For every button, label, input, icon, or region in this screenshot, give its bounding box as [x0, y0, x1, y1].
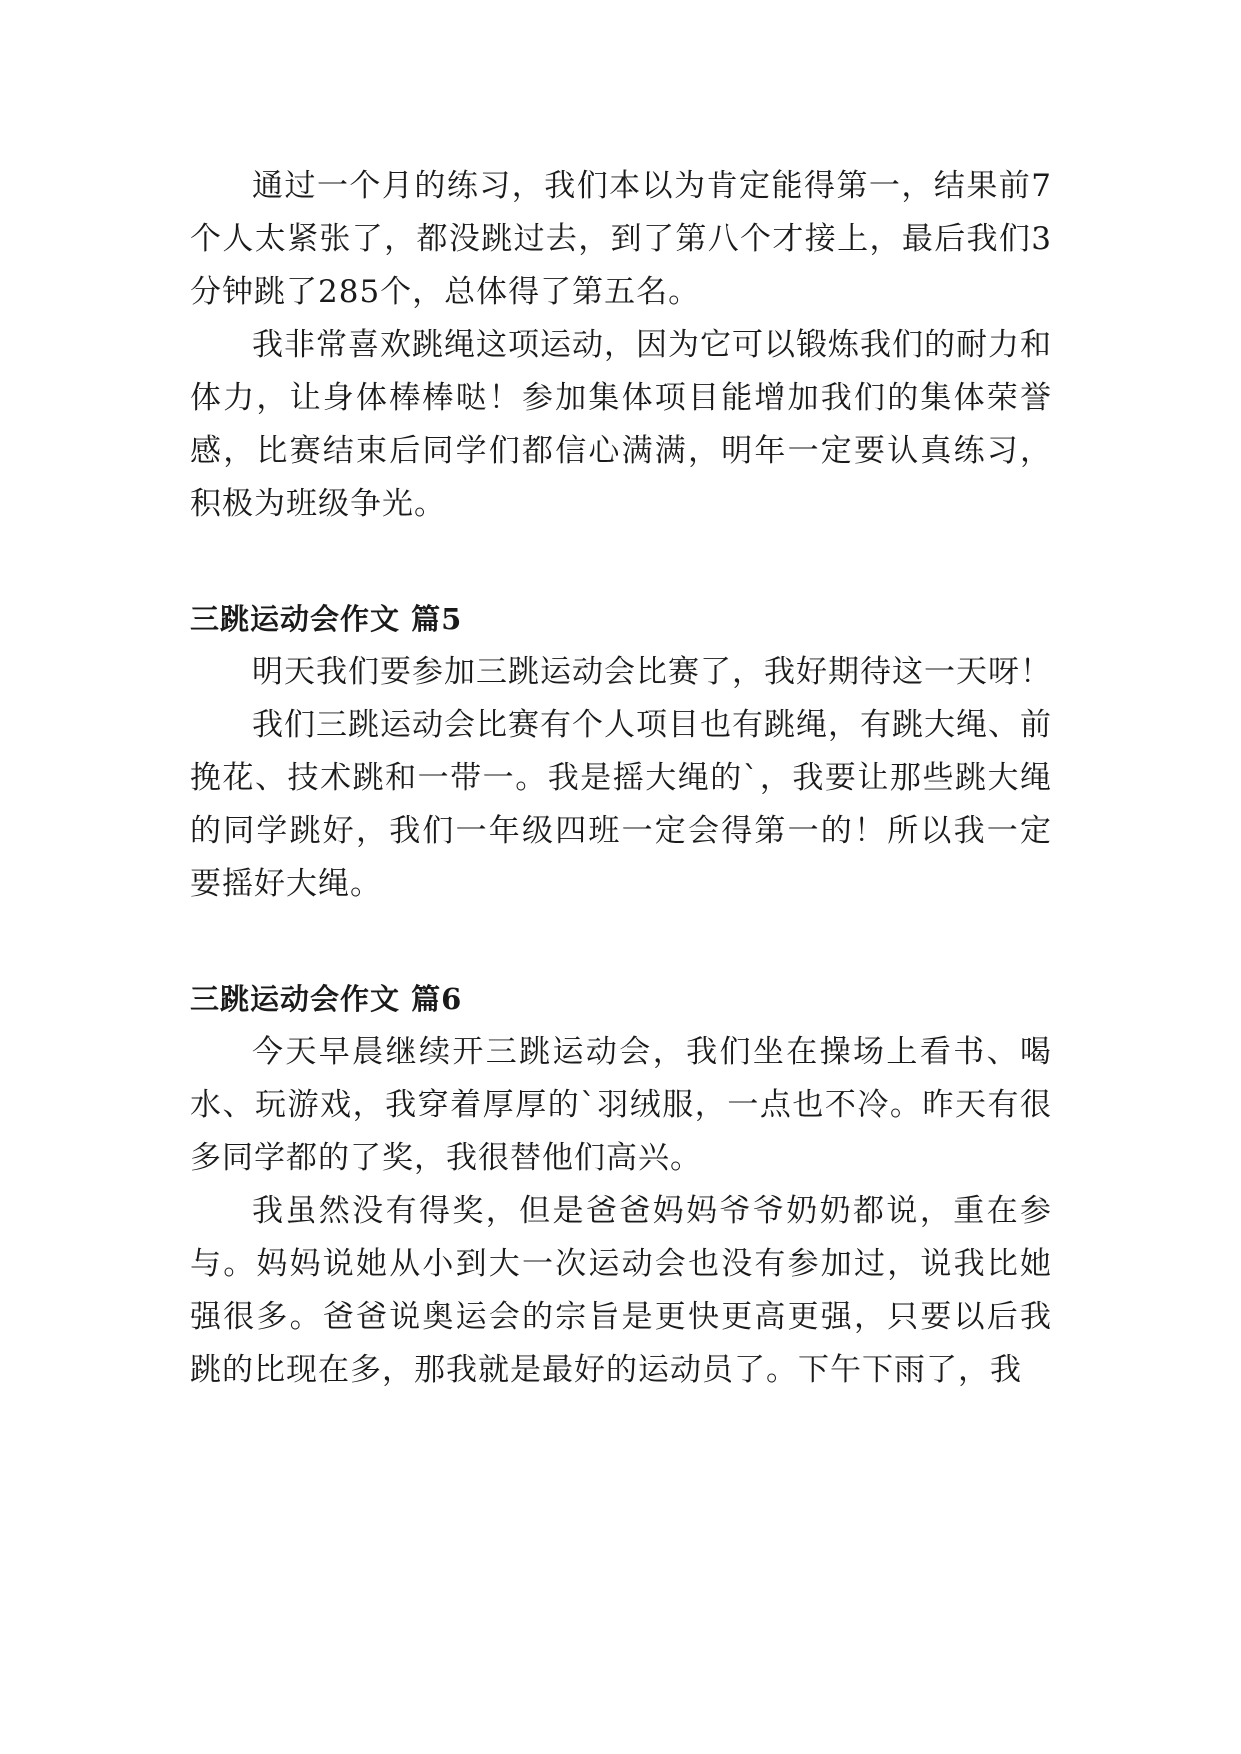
section-gap: [190, 911, 1052, 973]
section-essay-5: [190, 593, 1052, 911]
paragraph: 我虽然没有得奖，但是爸爸妈妈爷爷奶奶都说，重在参与。妈妈说她从小到大一次运动会也没有参加过，说我比她强很多。爸爸说奥运会的宗旨是更快更高更强，只要以后我跳的比现在多，那我就是最好的运动员了。下午下雨了，我: [190, 1193, 1052, 1388]
section-continued: [190, 160, 1052, 531]
paragraph: 我们三跳运动会比赛有个人项目也有跳绳，有跳大绳、前挽花、技术跳和一带一。我是摇大绳的`，我要让那些跳大绳的同学跳好，我们一年级四班一定会得第一的！所以我一定要摇好大绳。: [190, 707, 1052, 902]
paragraph: 今天早晨继续开三跳运动会，我们坐在操场上看书、喝水、玩游戏，我穿着厚厚的`羽绒服，一点也不冷。昨天有很多同学都的了奖，我很替他们高兴。: [190, 1034, 1052, 1176]
section-heading: 三跳运动会作文 篇5: [190, 602, 463, 636]
paragraph: 我非常喜欢跳绳这项运动，因为它可以锻炼我们的耐力和体力，让身体棒棒哒！参加集体项目能增加我们的集体荣誉感，比赛结束后同学们都信心满满，明年一定要认真练习，积极为班级争光。: [190, 327, 1052, 522]
section-essay-6: [190, 973, 1052, 1397]
section-gap: [190, 531, 1052, 593]
section-heading: 三跳运动会作文 篇6: [190, 982, 463, 1016]
paragraph: 明天我们要参加三跳运动会比赛了，我好期待这一天呀！: [252, 654, 1052, 690]
paragraph: 通过一个月的练习，我们本以为肯定能得第一，结果前7个人太紧张了，都没跳过去，到了第八个才接上，最后我们3分钟跳了285个，总体得了第五名。: [190, 168, 1052, 310]
document-page: [190, 160, 1052, 1397]
